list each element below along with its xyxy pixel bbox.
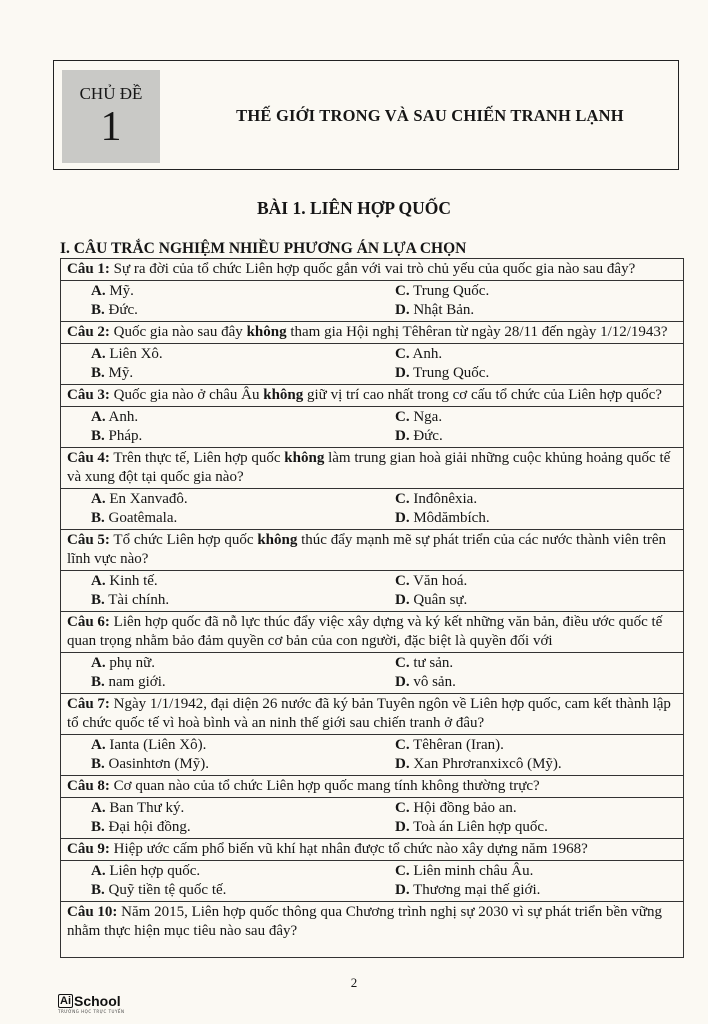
page-number: 2 xyxy=(350,975,358,990)
question-text xyxy=(67,449,677,488)
answer-option-b[interactable] xyxy=(91,755,395,774)
question-text xyxy=(67,840,677,860)
option-text: Toà án Liên hợp quốc. xyxy=(413,819,548,835)
option-text: Văn hoá. xyxy=(413,573,468,589)
question-stem-end: giữ vị trí cao nhất trong cơ cấu tổ chức của Liên hợp quốc? xyxy=(303,387,662,403)
aischool-logo xyxy=(58,993,124,1014)
topic-badge xyxy=(62,70,160,163)
question-stem: Sự ra đời của tổ chức Liên hợp quốc gắn với vai trò chủ yếu của quốc gia nào sau đây? xyxy=(109,261,636,277)
option-text: Trung Quốc. xyxy=(413,283,490,299)
option-text: Ban Thư ký. xyxy=(109,800,185,816)
option-letter: B. xyxy=(91,365,105,381)
option-letter: B. xyxy=(91,819,105,835)
answer-options xyxy=(61,570,683,611)
question-item xyxy=(61,529,683,611)
option-text: Hội đồng bảo an. xyxy=(413,800,517,816)
logo-ai-mark: Ai xyxy=(60,995,71,1007)
option-text: Goatêmala. xyxy=(108,510,178,526)
question-stem: Năm 2015, Liên hợp quốc thông qua Chương trình nghị sự 2030 vì sự phát triển bền vững nhằm thực hiện mục tiêu nào sau đây? xyxy=(67,904,662,939)
question-text xyxy=(67,695,677,734)
answer-option-c[interactable] xyxy=(395,862,683,881)
logo-text: School xyxy=(74,993,121,1009)
answer-options xyxy=(61,797,683,838)
answer-option-b[interactable] xyxy=(91,673,395,692)
answer-option-a[interactable] xyxy=(91,572,395,591)
question-emphasis: không xyxy=(284,450,325,466)
option-letter: C. xyxy=(395,409,410,425)
question-text xyxy=(67,531,677,570)
question-item xyxy=(61,611,683,693)
answer-options xyxy=(61,406,683,447)
option-text: Ianta (Liên Xô). xyxy=(109,737,207,753)
answer-option-a[interactable] xyxy=(91,736,395,755)
option-letter: B. xyxy=(91,882,105,898)
option-letter: B. xyxy=(91,592,105,608)
answer-options xyxy=(61,280,683,321)
option-letter: A. xyxy=(91,283,106,299)
option-text: Nga. xyxy=(413,409,443,425)
answer-option-d[interactable] xyxy=(395,301,683,320)
question-item xyxy=(61,693,683,775)
option-text: nam giới. xyxy=(108,674,166,690)
question-stem: Quốc gia nào ở châu Âu xyxy=(109,387,264,403)
option-text: Liên Xô. xyxy=(109,346,163,362)
answer-option-a[interactable] xyxy=(91,799,395,818)
option-text: Mỹ. xyxy=(109,283,134,299)
option-text: Oasinhtơn (Mỹ). xyxy=(108,756,209,772)
answer-option-c[interactable] xyxy=(395,345,683,364)
answer-option-a[interactable] xyxy=(91,654,395,673)
answer-option-d[interactable] xyxy=(395,509,683,528)
option-letter: A. xyxy=(91,863,106,879)
option-letter: C. xyxy=(395,863,410,879)
option-letter: D. xyxy=(395,819,410,835)
question-label: Câu 9: xyxy=(67,841,110,857)
topic-label: CHỦ ĐỀ xyxy=(79,83,143,103)
option-text: Anh. xyxy=(412,346,443,362)
option-letter: C. xyxy=(395,491,410,507)
question-stem: Quốc gia nào sau đây xyxy=(109,324,247,340)
question-text xyxy=(67,613,677,652)
question-emphasis: không xyxy=(257,532,298,548)
question-item xyxy=(61,775,683,838)
option-text: Mỹ. xyxy=(108,365,134,381)
question-stem: Liên hợp quốc đã nỗ lực thúc đẩy việc xây dựng và ký kết những văn bản, điều ước quốc tế quan trọng nhằm bảo đảm quyền cơ bản của con người, đặc biệt là quyền đối với xyxy=(67,614,663,649)
question-text xyxy=(67,323,677,343)
option-letter: A. xyxy=(91,346,106,362)
question-stem: Cơ quan nào của tổ chức Liên hợp quốc mang tính không thường trực? xyxy=(109,778,540,794)
answer-option-b[interactable] xyxy=(91,509,395,528)
option-letter: C. xyxy=(395,573,410,589)
option-text: Đại hội đồng. xyxy=(108,819,191,835)
question-stem-end: thúc đẩy mạnh mẽ sự phát triển của các nước thành viên trên lĩnh vực nào? xyxy=(67,532,667,567)
answer-options xyxy=(61,734,683,775)
option-letter: B. xyxy=(91,756,105,772)
answer-option-b[interactable] xyxy=(91,427,395,446)
option-text: Kinh tế. xyxy=(109,573,158,589)
option-letter: D. xyxy=(395,882,410,898)
option-letter: C. xyxy=(395,800,410,816)
option-text: Đức. xyxy=(413,428,443,444)
answer-option-d[interactable] xyxy=(395,673,683,692)
question-item xyxy=(61,321,683,384)
option-text: Tài chính. xyxy=(108,592,170,608)
lesson-title: BÀI 1. LIÊN HỢP QUỐC xyxy=(257,198,451,218)
question-item xyxy=(61,838,683,901)
question-stem: Ngày 1/1/1942, đại diện 26 nước đã ký bản Tuyên ngôn về Liên hợp quốc, cam kết thành lập tổ chức quốc tế vì hoà bình và an ninh thế giới sau chiến tranh ở đâu? xyxy=(67,696,671,731)
question-label: Câu 8: xyxy=(67,778,110,794)
answer-option-d[interactable] xyxy=(395,427,683,446)
logo-subtitle: TRƯỜNG HỌC TRỰC TUYẾN xyxy=(58,1009,125,1014)
question-item xyxy=(61,447,683,529)
answer-option-d[interactable] xyxy=(395,881,683,900)
question-text xyxy=(67,777,677,797)
answer-option-a[interactable] xyxy=(91,282,395,301)
option-letter: D. xyxy=(395,302,410,318)
answer-options xyxy=(61,488,683,529)
answer-option-d[interactable] xyxy=(395,591,683,610)
option-letter: A. xyxy=(91,737,106,753)
question-item xyxy=(61,901,683,957)
option-text: Thương mại thế giới. xyxy=(413,882,541,898)
option-letter: D. xyxy=(395,592,410,608)
option-letter: A. xyxy=(91,491,106,507)
answer-option-c[interactable] xyxy=(395,654,683,673)
option-letter: A. xyxy=(91,800,106,816)
option-letter: C. xyxy=(395,655,410,671)
answer-options xyxy=(61,652,683,693)
question-stem: Hiệp ước cấm phổ biến vũ khí hạt nhân được tổ chức nào xây dựng năm 1968? xyxy=(109,841,588,857)
option-text: Môdămbích. xyxy=(413,510,490,526)
option-letter: D. xyxy=(395,756,410,772)
answer-option-d[interactable] xyxy=(395,364,683,383)
option-letter: A. xyxy=(91,655,106,671)
topic-number: 1 xyxy=(100,103,122,150)
option-letter: C. xyxy=(395,283,410,299)
question-label: Câu 10: xyxy=(67,904,118,920)
option-letter: D. xyxy=(395,428,410,444)
option-text: Liên minh châu Âu. xyxy=(413,863,534,879)
answer-option-b[interactable] xyxy=(91,591,395,610)
question-label: Câu 5: xyxy=(67,532,110,548)
answer-option-a[interactable] xyxy=(91,345,395,364)
section-title: I. CÂU TRẮC NGHIỆM NHIỀU PHƯƠNG ÁN LỰA CHỌN xyxy=(60,240,467,257)
option-letter: D. xyxy=(395,365,410,381)
question-table xyxy=(60,258,684,958)
option-text: Inđônêxia. xyxy=(413,491,478,507)
question-emphasis: không xyxy=(246,324,287,340)
question-label: Câu 3: xyxy=(67,387,110,403)
question-stem: Trên thực tế, Liên hợp quốc xyxy=(109,450,285,466)
option-text: tư sản. xyxy=(413,655,454,671)
answer-option-a[interactable] xyxy=(91,490,395,509)
answer-option-b[interactable] xyxy=(91,364,395,383)
question-label: Câu 7: xyxy=(67,696,110,712)
option-text: Têhêran (Iran). xyxy=(413,737,504,753)
option-text: Liên hợp quốc. xyxy=(109,863,201,879)
answer-option-a[interactable] xyxy=(91,408,395,427)
answer-options xyxy=(61,343,683,384)
option-text: Trung Quốc. xyxy=(413,365,490,381)
answer-option-b[interactable] xyxy=(91,881,395,900)
answer-option-c[interactable] xyxy=(395,572,683,591)
question-text xyxy=(67,260,677,280)
question-stem-end: tham gia Hội nghị Têhêran từ ngày 28/11 đến ngày 1/12/1943? xyxy=(286,324,668,340)
question-text xyxy=(67,386,677,406)
option-text: Xan Phrơranxixcô (Mỹ). xyxy=(413,756,562,772)
option-letter: B. xyxy=(91,428,105,444)
option-text: vô sản. xyxy=(413,674,456,690)
option-letter: A. xyxy=(91,573,106,589)
option-text: Quỹ tiền tệ quốc tế. xyxy=(108,882,227,898)
option-text: En Xanvađô. xyxy=(109,491,188,507)
question-label: Câu 4: xyxy=(67,450,110,466)
option-text: Nhật Bản. xyxy=(413,302,475,318)
answer-option-c[interactable] xyxy=(395,490,683,509)
question-label: Câu 1: xyxy=(67,261,110,277)
answer-option-c[interactable] xyxy=(395,282,683,301)
answer-option-c[interactable] xyxy=(395,736,683,755)
topic-title: THẾ GIỚI TRONG VÀ SAU CHIẾN TRANH LẠNH xyxy=(236,106,624,125)
option-letter: D. xyxy=(395,674,410,690)
option-letter: D. xyxy=(395,510,410,526)
answer-option-a[interactable] xyxy=(91,862,395,881)
option-letter: C. xyxy=(395,737,410,753)
question-label: Câu 6: xyxy=(67,614,110,630)
answer-option-b[interactable] xyxy=(91,818,395,837)
question-item xyxy=(61,258,683,321)
question-stem-end: làm trung gian hoà giải những cuộc khủng hoảng quốc tế và xung đột tại quốc gia nào? xyxy=(67,450,671,485)
option-letter: A. xyxy=(91,409,106,425)
answer-option-c[interactable] xyxy=(395,408,683,427)
question-label: Câu 2: xyxy=(67,324,110,340)
option-text: phụ nữ. xyxy=(109,655,155,671)
answer-option-c[interactable] xyxy=(395,799,683,818)
answer-options xyxy=(61,860,683,901)
question-emphasis: không xyxy=(263,387,304,403)
option-letter: B. xyxy=(91,302,105,318)
option-text: Đức. xyxy=(108,302,138,318)
question-item xyxy=(61,384,683,447)
option-text: Pháp. xyxy=(108,428,143,444)
option-text: Quân sự. xyxy=(413,592,468,608)
answer-option-d[interactable] xyxy=(395,755,683,774)
option-letter: B. xyxy=(91,510,105,526)
option-letter: C. xyxy=(395,346,410,362)
option-text: Anh. xyxy=(108,409,139,425)
answer-option-b[interactable] xyxy=(91,301,395,320)
question-stem: Tổ chức Liên hợp quốc xyxy=(109,532,258,548)
option-letter: B. xyxy=(91,674,105,690)
question-text xyxy=(67,903,677,957)
answer-option-d[interactable] xyxy=(395,818,683,837)
